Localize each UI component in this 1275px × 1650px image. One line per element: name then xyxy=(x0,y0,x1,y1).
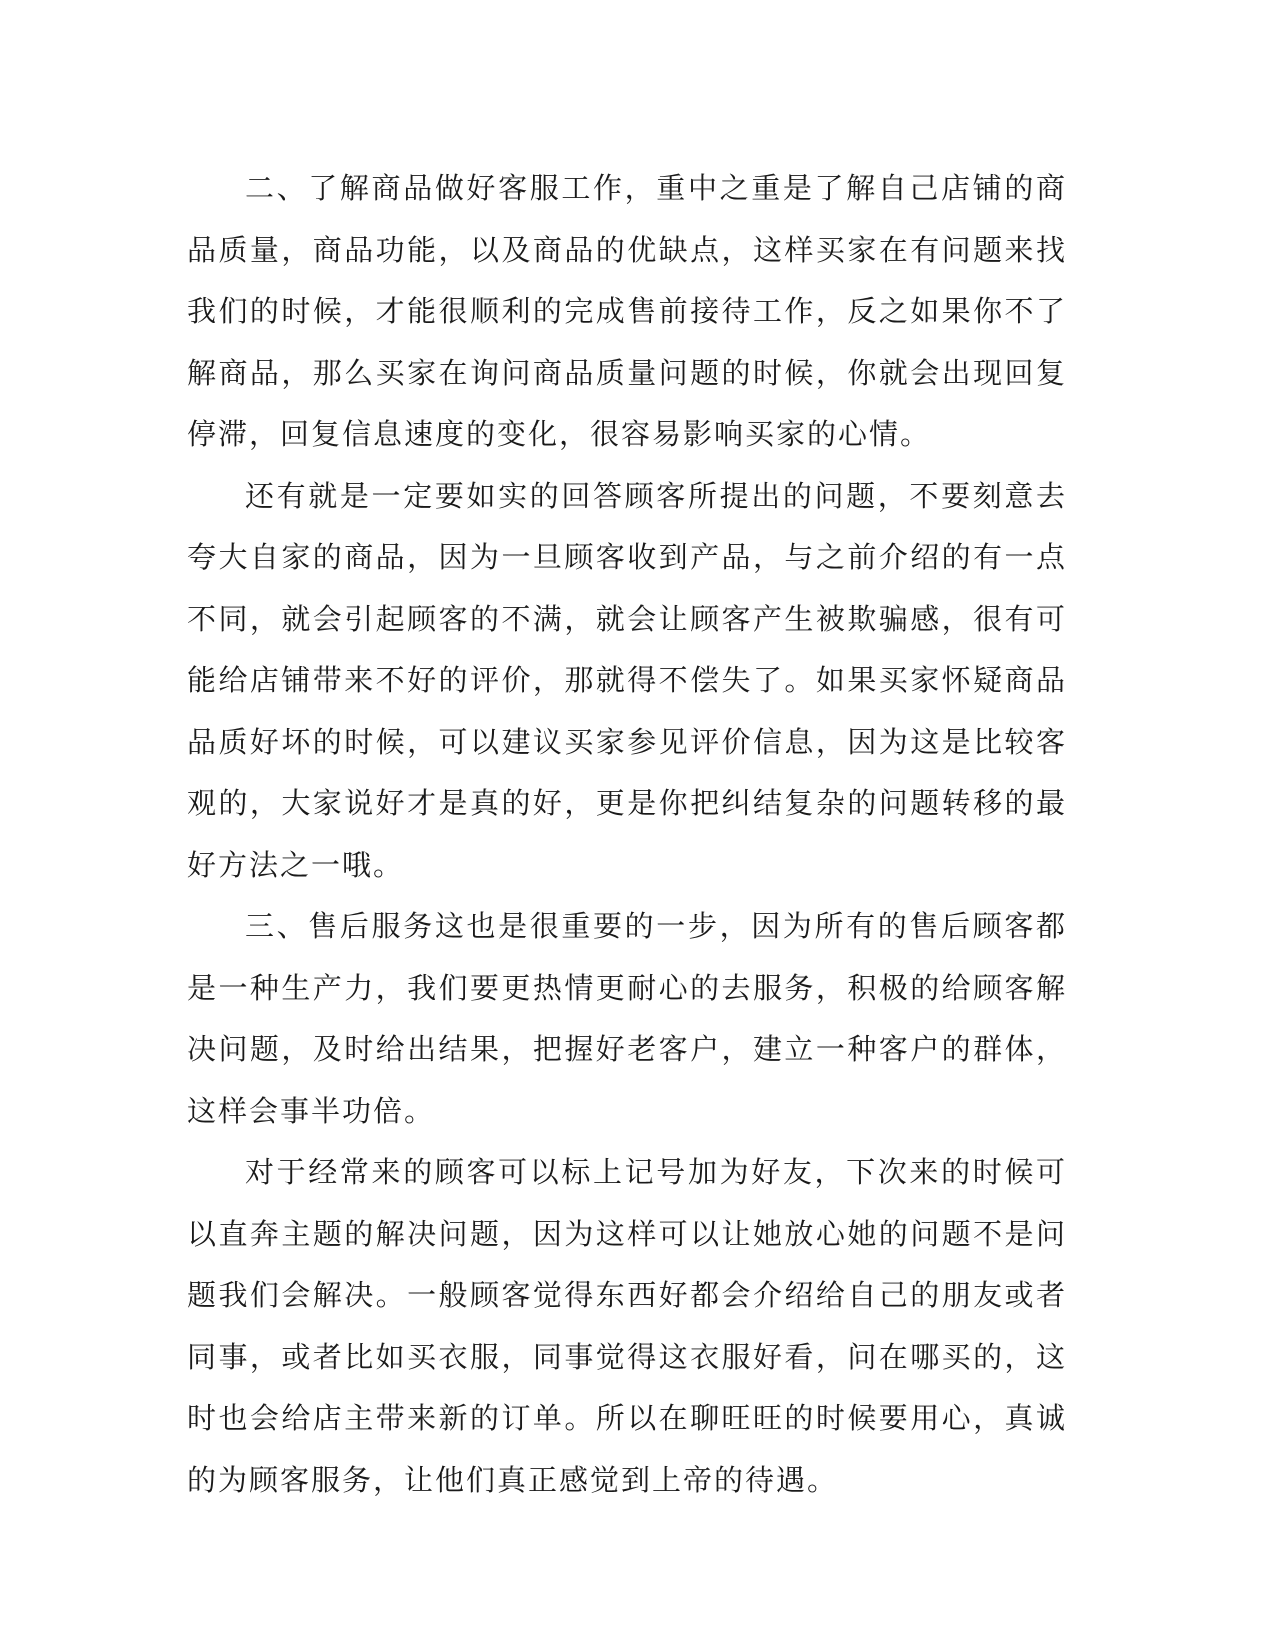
paragraph-section-three: 三、售后服务这也是很重要的一步，因为所有的售后顾客都是一种生产力，我们要更热情更耐心的去服务，积极的给顾客解决问题，及时给出结果，把握好老客户，建立一种客户的群体，这样会事半功倍。 xyxy=(187,909,1067,1128)
paragraph-section-two: 二、了解商品做好客服工作，重中之重是了解自己店铺的商品质量，商品功能，以及商品的优缺点，这样买家在有问题来找我们的时候，才能很顺利的完成售前接待工作，反之如果你不了解商品，那么买家在询问商品质量问题的时候，你就会出现回复停滞，回复信息速度的变化，很容易影响买家的心情。 xyxy=(187,171,1067,451)
paragraph-regular-customers: 对于经常来的顾客可以标上记号加为好友，下次来的时候可以直奔主题的解决问题，因为这样可以让她放心她的问题不是问题我们会解决。一般顾客觉得东西好都会介绍给自己的朋友或者同事，或者比如买衣服，同事觉得这衣服好看，问在哪买的，这时也会给店主带来新的订单。所以在聊旺旺的时候要用心，真诚的为顾客服务，让他们真正感觉到上帝的待遇。 xyxy=(187,1155,1067,1497)
paragraph-honest-answers: 还有就是一定要如实的回答顾客所提出的问题，不要刻意去夸大自家的商品，因为一旦顾客收到产品，与之前介绍的有一点不同，就会引起顾客的不满，就会让顾客产生被欺骗感，很有可能给店铺带来不好的评价，那就得不偿失了。如果买家怀疑商品品质好坏的时候，可以建议买家参见评价信息，因为这是比较客观的，大家说好才是真的好，更是你把纠结复杂的问题转移的最好方法之一哦。 xyxy=(187,478,1067,882)
document-body xyxy=(187,158,1067,1511)
